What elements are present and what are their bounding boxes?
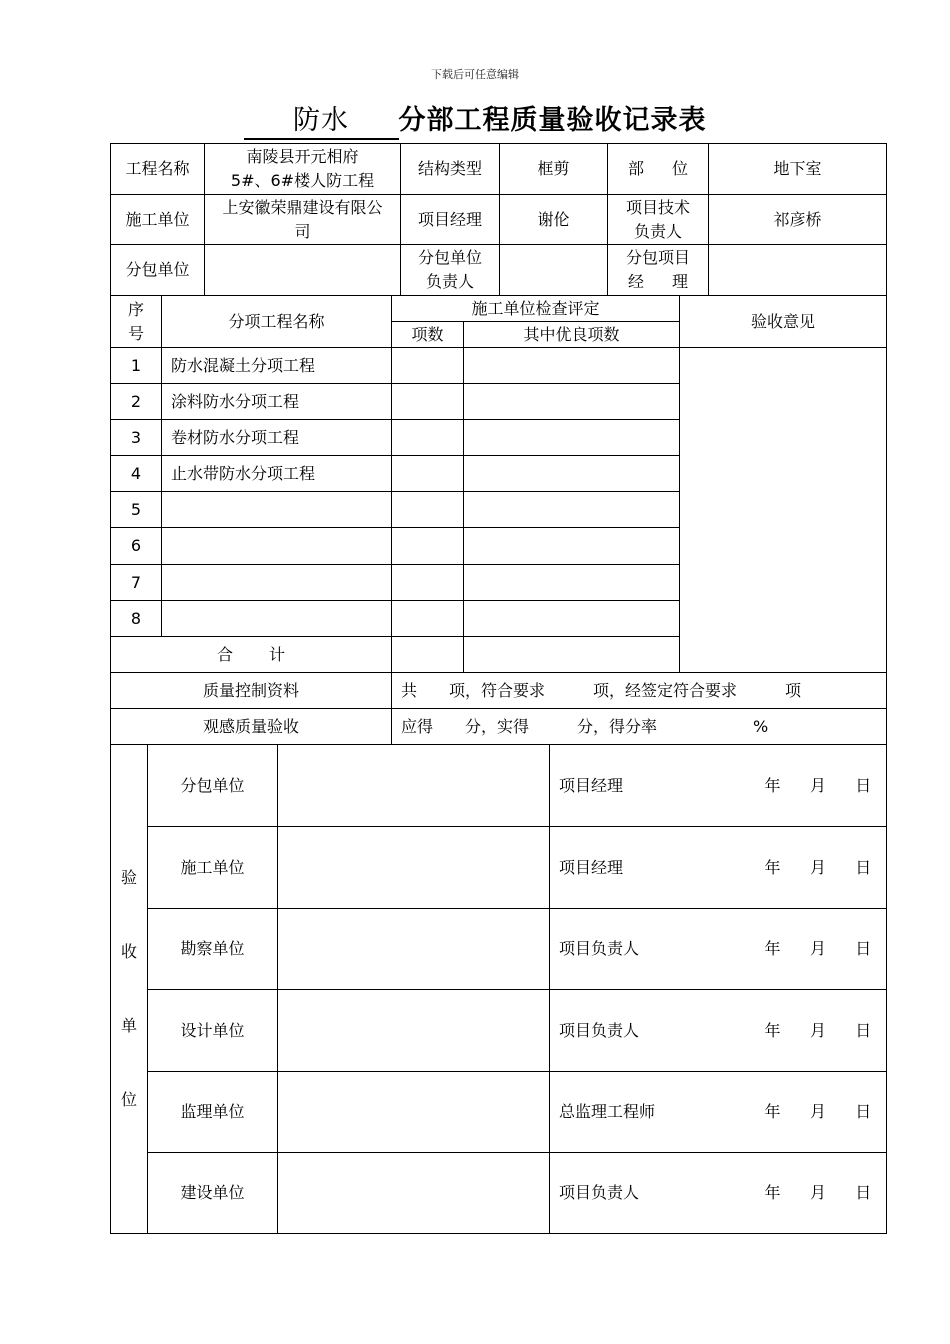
row-excellent [464,601,680,637]
tech-lead-label-line2: 负责人 [633,221,682,241]
project-manager-value: 谢伦 [500,195,608,245]
opinion-header: 验收意见 [680,296,887,348]
year-label: 年 [750,1153,796,1234]
project-name-label: 工程名称 [111,144,205,195]
quality-control-text: 共 项，符合要求 项，经签定符合要求 项 [392,673,887,709]
sub-lead-label [401,245,500,296]
sub-pm-char-b: 理 [672,272,689,291]
count-header: 项数 [392,322,464,348]
acceptance-signature [278,1153,550,1234]
sub-pm-label-line1: 分包项目 [625,248,690,267]
row-name: 涂料防水分项工程 [162,384,392,420]
row-excellent [464,565,680,601]
side-char: 单 [120,1016,137,1035]
row-excellent [464,456,680,492]
acceptance-signature [278,909,550,990]
position-label-char1: 部 [627,159,644,178]
day-label: 日 [841,1153,887,1234]
acceptance-signature [278,1072,550,1153]
row-count [392,420,464,456]
row-count [392,456,464,492]
row-name [162,492,392,528]
acceptance-role: 项目经理 [550,745,750,827]
acceptance-signature [278,745,550,827]
acceptance-role: 项目负责人 [550,1153,750,1234]
contractor-line1: 上安徽荣鼎建设有限公 [222,197,383,217]
excellent-header: 其中优良项数 [464,322,680,348]
seq-header-line2: 号 [127,323,144,343]
day-label: 日 [841,827,887,909]
subcontractor-value [205,245,401,296]
acceptance-unit: 施工单位 [148,827,278,909]
month-label: 月 [796,745,841,827]
row-count [392,348,464,384]
row-name: 卷材防水分项工程 [162,420,392,456]
day-label: 日 [841,1072,887,1153]
position-label [608,144,709,195]
sub-lead-label-line1: 分包单位 [417,248,482,267]
acceptance-unit: 设计单位 [148,990,278,1072]
quality-control-label: 质量控制资料 [111,673,392,709]
row-name [162,528,392,565]
row-excellent [464,420,680,456]
subcontractor-label: 分包单位 [111,245,205,296]
item-name-header: 分项工程名称 [162,296,392,348]
year-label: 年 [750,745,796,827]
row-count [392,565,464,601]
acceptance-role: 项目负责人 [550,990,750,1072]
tech-lead-label [608,195,709,245]
project-manager-label: 项目经理 [401,195,500,245]
month-label: 月 [796,1072,841,1153]
sub-pm-label [608,245,709,296]
total-label [111,637,392,673]
acceptance-unit: 建设单位 [148,1153,278,1234]
acceptance-side-label [111,745,148,1234]
month-label: 月 [796,1153,841,1234]
acceptance-role: 总监理工程师 [550,1072,750,1153]
row-no: 3 [111,420,162,456]
year-label: 年 [750,827,796,909]
side-char: 位 [120,1090,137,1109]
title-suffix: 分部工程质量验收记录表 [398,105,707,136]
row-count [392,528,464,565]
acceptance-unit: 分包单位 [148,745,278,827]
year-label: 年 [750,990,796,1072]
total-char1: 合 [216,644,233,664]
opinion-cell [680,348,887,673]
row-count [392,384,464,420]
row-count [392,601,464,637]
acceptance-table [110,744,887,1234]
side-char: 验 [120,868,137,887]
total-char2: 计 [269,644,286,664]
day-label: 日 [841,990,887,1072]
sensory-quality-label: 观感质量验收 [111,709,392,745]
seq-header [111,296,162,348]
acceptance-role: 项目负责人 [550,909,750,990]
row-no: 5 [111,492,162,528]
sub-pm-value [709,245,887,296]
row-no: 4 [111,456,162,492]
acceptance-role: 项目经理 [550,827,750,909]
row-name [162,565,392,601]
acceptance-signature [278,990,550,1072]
project-name-line2: 5#、6#楼人防工程 [230,171,375,190]
acceptance-unit: 勘察单位 [148,909,278,990]
project-name-line1: 南陵县开元相府 [246,147,359,166]
sub-lead-value [500,245,608,296]
structure-type-label: 结构类型 [401,144,500,195]
sub-pm-label-line2 [612,270,704,294]
row-name: 防水混凝土分项工程 [162,348,392,384]
year-label: 年 [750,1072,796,1153]
position-label-char2: 位 [672,159,689,178]
row-excellent [464,384,680,420]
row-no: 2 [111,384,162,420]
row-name: 止水带防水分项工程 [162,456,392,492]
row-excellent [464,528,680,565]
sub-lead-label-line2: 负责人 [425,272,474,291]
row-excellent [464,492,680,528]
title-blank-field: 防水 [244,104,399,140]
side-char: 收 [120,942,137,961]
check-header: 施工单位检查评定 [392,296,680,322]
row-count [392,492,464,528]
total-count [392,637,464,673]
tech-lead-value: 祁彦桥 [709,195,887,245]
acceptance-unit: 监理单位 [148,1072,278,1153]
row-no: 1 [111,348,162,384]
row-no: 7 [111,565,162,601]
items-table [110,295,887,745]
contractor-label: 施工单位 [111,195,205,245]
row-excellent [464,348,680,384]
contractor-value [205,195,401,245]
contractor-line2: 司 [294,221,311,241]
project-name-value [205,144,401,195]
watermark-text: 下载后可任意编辑 [431,68,519,81]
structure-type-value: 框剪 [500,144,608,195]
month-label: 月 [796,909,841,990]
tech-lead-label-line1: 项目技术 [625,197,690,217]
month-label: 月 [796,827,841,909]
sensory-quality-text: 应得 分，实得 分，得分率 % [392,709,887,745]
total-excellent [464,637,680,673]
position-value: 地下室 [709,144,887,195]
row-no: 6 [111,528,162,565]
page-title [0,98,950,140]
day-label: 日 [841,909,887,990]
seq-header-line1: 序 [127,299,144,319]
row-name [162,601,392,637]
day-label: 日 [841,745,887,827]
month-label: 月 [796,990,841,1072]
sub-pm-char-a: 经 [627,272,644,291]
row-no: 8 [111,601,162,637]
acceptance-signature [278,827,550,909]
year-label: 年 [750,909,796,990]
header-table [110,143,887,296]
